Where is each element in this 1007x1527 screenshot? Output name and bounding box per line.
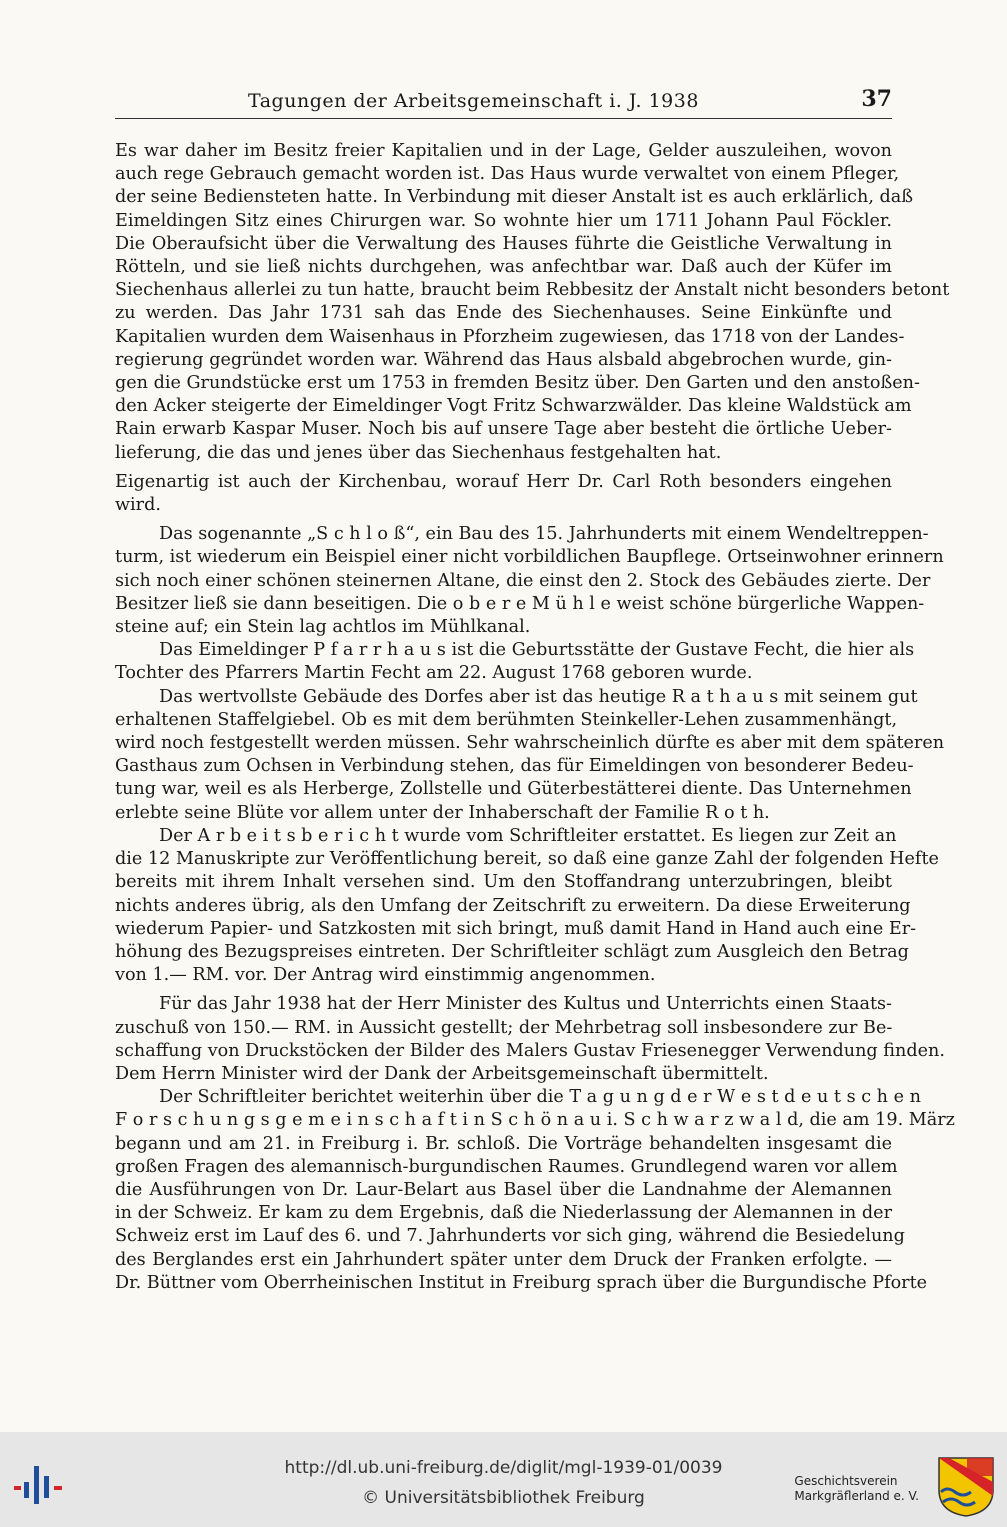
society-name-line2: Markgräflerland e. V. [794, 1489, 919, 1503]
society-name-line1: Geschichtsverein [794, 1474, 898, 1488]
text-line: Siechenhaus allerlei zu tun hatte, braucht beim Rebbesitz der Anstalt nicht besonders betont [115, 280, 950, 301]
viewer-footer [0, 1432, 1007, 1527]
text-line: zuschuß von 150.— RM. in Aussicht gestellt; der Mehrbetrag soll insbesondere zur Be- [115, 1017, 893, 1038]
society-name[interactable] [794, 1474, 919, 1504]
copyright-text: © Universitätsbibliothek Freiburg [362, 1488, 645, 1508]
text-line: großen Fragen des alemannisch-burgundischen Raumes. Grundlegend waren vor allem [115, 1156, 898, 1177]
text-line: der seine Bediensteten hatte. In Verbindung mit dieser Anstalt ist es auch erklärlich, daß [115, 187, 914, 208]
text-line: wird noch festgestellt werden müssen. Sehr wahrscheinlich dürfte es aber mit dem späteren [115, 733, 945, 754]
text-line: Dem Herrn Minister wird der Dank der Arbeitsgemeinschaft übermittelt. [115, 1063, 769, 1084]
paragraph [115, 140, 950, 465]
text-line: steine auf; ein Stein lag achtlos im Mühlkanal. [115, 617, 531, 638]
text-line: wiederum Papier- und Satzkosten mit sich bringt, muß damit Hand in Hand auch eine Er- [115, 918, 917, 939]
text-line: Es war daher im Besitz freier Kapitalien und in der Lage, Gelder auszuleihen, wovon [115, 141, 892, 161]
page-header [115, 86, 892, 118]
paragraph [115, 639, 915, 685]
paragraph [115, 523, 944, 639]
paragraph [115, 686, 945, 825]
text-line: die Ausführungen von Dr. Laur-Belart aus Basel über die Landnahme der Alemannen [115, 1179, 892, 1200]
text-line: Das Eimeldinger P f a r r h a u s ist die Geburtsstätte der Gustave Fecht, die hier als [159, 640, 915, 661]
text-line: Tochter des Pfarrers Martin Fecht am 22. August 1768 geboren wurde. [115, 663, 753, 684]
text-line: auch rege Gebrauch gemacht worden ist. Das Haus wurde verwaltet von einem Pfleger, [115, 164, 900, 185]
text-line: Für das Jahr 1938 hat der Herr Minister des Kultus und Unterrichts einen Staats- [159, 994, 892, 1015]
paragraph [115, 471, 892, 517]
text-line: tung war, weil es als Herberge, Zollstelle und Güterbestätterei diente. Das Unternehmen [115, 779, 912, 800]
text-line: Eigenartig ist auch der Kirchenbau, worauf Herr Dr. Carl Roth besonders eingehen [115, 471, 892, 492]
text-line: Das wertvollste Gebäude des Dorfes aber ist das heutige R a t h a u s mit seinem gut [159, 686, 918, 707]
document-url-link[interactable]: http://dl.ub.uni-freiburg.de/diglit/mgl-1939-01/0039 [284, 1458, 723, 1478]
text-line: Besitzer ließ sie dann beseitigen. Die o b e r e M ü h l e weist schöne bürgerliche Wappen- [115, 593, 925, 614]
running-title: Tagungen der Arbeitsgemeinschaft i. J. 1938 [248, 90, 699, 112]
header-rule [115, 118, 892, 119]
text-line: Die Oberaufsicht über die Verwaltung des Hauses führte die Geistliche Verwaltung in [115, 233, 892, 254]
text-line: bereits mit ihrem Inhalt versehen sind. Um den Stoffandrang unterzubringen, bleibt [115, 872, 892, 893]
text-line: turm, ist wiederum ein Beispiel einer nicht vorbildlichen Baupflege. Ortseinwohner erinnern [115, 547, 944, 568]
text-line: von 1.— RM. vor. Der Antrag wird einstimmig angenommen. [115, 965, 656, 986]
text-line: erlebte seine Blüte vor allem unter der Inhaberschaft der Familie R o t h. [115, 802, 770, 823]
paragraph [115, 993, 945, 1086]
coat-of-arms-icon[interactable] [937, 1456, 995, 1518]
text-line: zu werden. Das Jahr 1731 sah das Ende des Siechenhauses. Seine Einkünfte und [115, 303, 892, 324]
text-line: des Berglandes erst ein Jahrhundert später unter dem Druck der Franken erfolgte. — [115, 1249, 892, 1270]
text-line: regierung gegründet worden war. Während das Haus alsbald abgebrochen wurde, gin- [115, 349, 892, 370]
page-number: 37 [861, 86, 892, 112]
text-line: sich noch einer schönen steinernen Altane, die einst den 2. Stock des Gebäudes zierte. Der [115, 570, 931, 591]
text-line: wird. [115, 495, 161, 516]
text-line: F o r s c h u n g s g e m e i n s c h a f t i n S c h ö n a u i. S c h w a r z w a l d, die am 19. März [115, 1110, 955, 1131]
text-line: Kapitalien wurden dem Waisenhaus in Pforzheim zugewiesen, das 1718 von der Landes- [115, 326, 905, 347]
text-line: nichts anderes übrig, als den Umfang der Zeitschrift zu erweitern. Da diese Erweiterung [115, 895, 911, 916]
text-line: die 12 Manuskripte zur Veröffentlichung bereit, so daß eine ganze Zahl der folgenden Hefte [115, 849, 939, 870]
text-line: erhaltenen Staffelgiebel. Ob es mit dem berühmten Steinkeller-Lehen zusammenhängt, [115, 709, 898, 730]
text-line: Rötteln, und sie ließ nichts durchgehen, was anfechtbar war. Daß auch der Küfer im [115, 257, 892, 278]
text-line: Der Schriftleiter berichtet weiterhin über die T a g u n g d e r W e s t d e u t s c h e n [159, 1087, 921, 1108]
text-line: Gasthaus zum Ochsen in Verbindung stehen, das für Eimeldingen von besonderer Bedeu- [115, 756, 914, 777]
text-line: höhung des Bezugspreises eintreten. Der Schriftleiter schlägt zum Ausgleich den Betrag [115, 941, 909, 962]
paragraph [115, 1086, 955, 1295]
text-line: den Acker steigerte der Eimeldinger Vogt Fritz Schwarzwälder. Das kleine Waldstück am [115, 396, 912, 417]
text-line: Eimeldingen Sitz eines Chirurgen war. So wohnte hier um 1711 Johann Paul Föckler. [115, 210, 892, 231]
text-line: schaffung von Druckstöcken der Bilder des Malers Gustav Friesenegger Verwendung finden. [115, 1040, 945, 1061]
text-line: Der A r b e i t s b e r i c h t wurde vom Schriftleiter erstattet. Es liegen zur Zeit an [159, 825, 897, 846]
text-line: Dr. Büttner vom Oberrheinischen Institut in Freiburg sprach über die Burgundische Pforte [115, 1272, 928, 1293]
text-line: lieferung, die das und jenes über das Siechenhaus festgehalten hat. [115, 442, 722, 463]
text-line: begann und am 21. in Freiburg i. Br. schloß. Die Vorträge behandelten insgesamt die [115, 1133, 892, 1154]
text-line: gen die Grundstücke erst um 1753 in fremden Besitz über. Den Garten und den anstoßen- [115, 373, 920, 394]
text-line: Schweiz erst im Lauf des 6. und 7. Jahrhunderts vor sich ging, während die Besiedelung [115, 1226, 905, 1247]
text-line: Das sogenannte „S c h l o ß“, ein Bau des 15. Jahrhunderts mit einem Wendeltreppen- [159, 524, 929, 545]
text-line: Rain erwarb Kaspar Muser. Noch bis auf unsere Tage aber besteht die örtliche Ueber- [115, 419, 892, 440]
paragraph [115, 825, 939, 987]
body-text [115, 140, 955, 1295]
text-line: in der Schweiz. Er kam zu dem Ergebnis, daß die Niederlassung der Alemannen in der [115, 1203, 892, 1224]
